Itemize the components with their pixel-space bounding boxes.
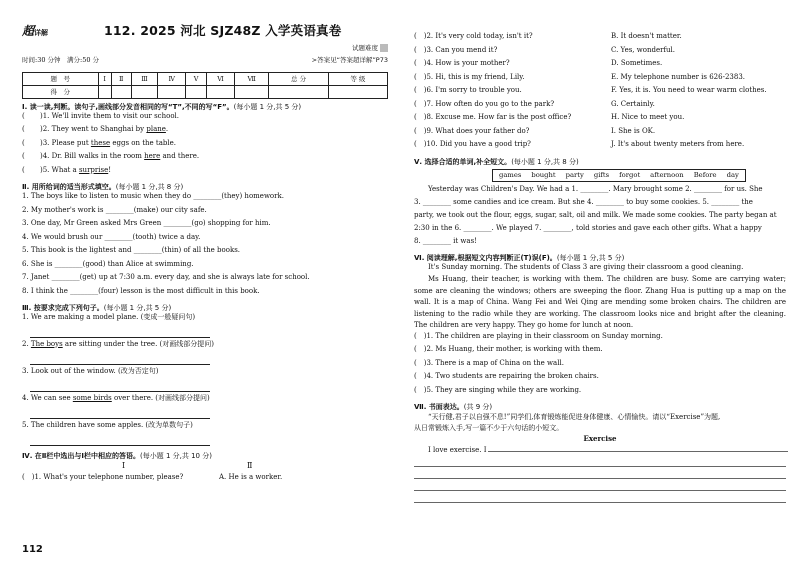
answer-line[interactable] — [30, 434, 210, 446]
item-text: What a — [51, 165, 79, 174]
answer-line[interactable] — [30, 326, 210, 338]
word-option: bought — [531, 171, 556, 180]
word-option: party — [565, 171, 584, 180]
underlined-word: some birds — [72, 393, 112, 402]
fill-item: 8. I think the ________(four) lesson is the most difficult in this book. — [22, 286, 260, 295]
answer-option: F. Yes, it is. You need to wear warm clothes. — [611, 86, 767, 94]
item-text: 4. — [22, 393, 31, 402]
question: ( )10. Did you have a good trip? — [414, 140, 531, 148]
answer-line[interactable] — [30, 380, 210, 392]
section-6-items — [414, 332, 786, 400]
item-text: ! — [108, 165, 112, 174]
match-row — [414, 32, 786, 46]
match-row: ( )1. What's your telephone number, please? A. He is a worker. — [22, 472, 283, 481]
word-bank — [492, 169, 746, 181]
underlined-word: surprise — [78, 165, 109, 174]
item-text: Dr. Bill walks in the room — [51, 152, 145, 161]
item-text: . — [165, 125, 169, 134]
score-cell: Ⅵ — [207, 73, 235, 86]
writing-line[interactable] — [414, 491, 786, 503]
section-5-passage — [414, 185, 786, 250]
underlined-word: plane — [146, 125, 166, 134]
match-row — [414, 100, 786, 114]
question: ( )9. What does your father do? — [414, 126, 530, 135]
rewrite-text — [22, 340, 388, 354]
time-score: 时间:30 分钟 满分:50 分 — [22, 56, 100, 64]
item-text: They went to Shanghai by — [51, 125, 147, 134]
answer-line[interactable] — [30, 353, 210, 365]
score-cell[interactable] — [234, 86, 269, 99]
section-4-title: Ⅳ. 在Ⅱ栏中选出与Ⅰ栏中相应的答语。(每小题 1 分,共 10 分) — [22, 451, 212, 460]
answer-option: I. She is OK. — [611, 126, 656, 135]
judge-item — [22, 139, 388, 153]
item-text: )3. — [40, 138, 52, 147]
tf-item: ( )5. They are singing while they are working. — [414, 385, 582, 394]
match-row — [414, 113, 786, 127]
fill-item: 6. She is ________(good) than Alice at swimming. — [22, 259, 194, 268]
score-cell: Ⅴ — [186, 73, 207, 86]
score-cell: Ⅰ — [98, 73, 111, 86]
score-cell: Ⅶ — [234, 73, 269, 86]
fill-item: 7. Janet ________(get) up at 7:30 a.m. every day, and she is always late for school. — [22, 273, 310, 281]
match-row — [414, 73, 786, 87]
score-cell[interactable] — [207, 86, 235, 99]
judge-item — [22, 152, 388, 166]
word-option: Before — [693, 171, 717, 180]
answer-option: B. It doesn't matter. — [611, 32, 682, 40]
item-text: 1. — [22, 312, 31, 321]
match-row — [414, 59, 786, 73]
section-6-title: Ⅵ. 阅读理解,根据短文内容判断正(T)误(F)。(每小题 1 分,共 5 分) — [414, 253, 625, 262]
question: ( )5. Hi, this is my friend, Lily. — [414, 72, 525, 81]
rewrite-item — [22, 394, 388, 421]
passage-line: 8. ________ it was! — [414, 236, 477, 245]
tf-item: ( )4. Two students are repairing the broken chairs. — [414, 372, 599, 381]
passage-line: party, we took out the flour, eggs, sugar, salt, oil and milk. We made some cookies. The party began at — [414, 210, 777, 219]
item-text: We are making a model plane. (变成一般疑问句) — [30, 312, 196, 321]
essay-start: I love exercise. I — [414, 446, 786, 455]
answer-ref: >答案见“答案超详解”P73 — [311, 56, 388, 64]
rewrite-text — [22, 421, 388, 435]
score-table — [22, 72, 388, 99]
difficulty-icon — [380, 44, 388, 52]
match-row — [414, 86, 786, 100]
score-cell: 题 号 — [23, 73, 99, 86]
section-2-items — [22, 192, 388, 300]
tf-item: ( )1. The children are playing in their classroom on Sunday morning. — [414, 331, 663, 340]
answer-paren[interactable]: ( — [22, 138, 25, 147]
answer-paren[interactable]: ( — [22, 152, 25, 161]
score-cell[interactable] — [158, 86, 186, 99]
section-1-title: Ⅰ. 读一读,判断。读句子,画线部分发音相同的写“T”,不同的写“F”。(每小题 1 分,共 5 分) — [22, 103, 302, 111]
meta-row — [22, 56, 388, 70]
section-3-items — [22, 313, 388, 448]
tf-item: ( )2. Ms Huang, their mother, is working with them. — [414, 345, 603, 354]
score-cell: 总 分 — [269, 73, 328, 86]
question: ( )7. How often do you go to the park? — [414, 99, 555, 108]
score-cell: Ⅳ — [158, 73, 186, 86]
score-cell: 等 级 — [328, 73, 387, 86]
judge-item — [22, 166, 388, 180]
page-number: 112 — [22, 543, 43, 555]
tf-item: ( )3. There is a map of China on the wall. — [414, 358, 564, 367]
judge-item — [22, 112, 388, 126]
answer-option: G. Certainly. — [611, 99, 655, 108]
writing-prompt: “天行健,君子以自强不息!”同学们,体育锻炼能促进身体健康、心情愉快。请以“Exercise”为题, 从日常锻炼入手,写一篇不少于六句话的小短文。 — [414, 413, 721, 432]
match-row — [414, 46, 786, 60]
item-text: 3. — [22, 366, 31, 375]
question: ( )8. Excuse me. How far is the post office? — [414, 113, 572, 121]
answer-option: E. My telephone number is 626-2383. — [611, 72, 745, 81]
answer-paren[interactable]: ( — [22, 111, 25, 120]
essay-heading: Exercise — [583, 434, 617, 444]
item-text: Please put — [51, 138, 91, 147]
answer-option: D. Sometimes. — [611, 59, 663, 67]
section-4-columns: Ⅰ Ⅱ — [122, 460, 253, 470]
reading-para-2: Ms Huang, their teacher, is working with them. The children are busy. Some are carrying water; some are cleaning the windows; others are sweeping the floor. Zhang Hua is putting up a map on the wall. It is a map of China. Wang Fei and Wei Qing are mending some broken chairs. The children are listening to the radio while they are working. The classroom looks nice and bright after the cleaning. The children are very happy. They go home for lunch at noon. — [414, 275, 786, 330]
underlined-word: here — [144, 152, 161, 161]
score-cell[interactable] — [98, 86, 111, 99]
item-text: 2. — [22, 339, 31, 348]
item-text: )2. — [40, 125, 52, 134]
reading-para-1: It's Sunday morning. The students of Class 3 are giving their classroom a good cleaning. — [428, 263, 744, 272]
answer-option: H. Nice to meet you. — [611, 113, 685, 121]
rewrite-text — [22, 394, 388, 408]
judge-item — [22, 125, 388, 139]
answer-paren[interactable]: ( — [22, 125, 25, 134]
score-cell[interactable] — [328, 86, 387, 99]
fill-item: 4. We would brush our ________(tooth) twice a day. — [22, 232, 201, 241]
rewrite-text — [22, 367, 388, 381]
question: ( )2. It's very cold today, isn't it? — [414, 32, 533, 40]
item-text: We can see — [30, 393, 73, 402]
fill-item: 3. One day, Mr Green asked Mrs Green ________(go) shopping for him. — [22, 219, 271, 227]
word-option: games — [499, 171, 522, 180]
passage-line: Yesterday was Children's Day. We had a 1. ________. Mary brought some 2. ________ for us. She — [428, 184, 763, 193]
rewrite-text — [22, 313, 388, 327]
score-cell[interactable] — [269, 86, 328, 99]
passage-line: 3. ________ some candies and ice cream. But she 4. ________ to buy some cookies. 5. ________ the — [414, 197, 753, 206]
logo: 超详解 — [22, 24, 49, 38]
section-4-items — [414, 32, 786, 154]
word-option: gifts — [593, 171, 610, 180]
score-cell: 得 分 — [23, 86, 99, 99]
question: ( )3. Can you mend it? — [414, 45, 498, 54]
answer-option: C. Yes, wonderful. — [611, 45, 676, 54]
item-text: Look out of the window. (改为否定句) — [30, 366, 159, 375]
score-cell[interactable] — [186, 86, 207, 99]
word-option: forgot — [619, 171, 641, 180]
word-option: afternoon — [650, 171, 684, 180]
page-title: 112. 2025 河北 SJZ48Z 入学英语真卷 — [104, 23, 342, 38]
section-3-title: Ⅲ. 按要求完成下列句子。(每小题 1 分,共 5 分) — [22, 304, 172, 312]
score-cell: Ⅲ — [131, 73, 158, 86]
match-row — [414, 127, 786, 141]
item-text: 5. — [22, 420, 31, 429]
passage-line: 2:30 in the 6. ________. We played 7. ________, told stories and gave each other gifts. What a happy — [414, 223, 762, 232]
item-text: )4. — [40, 152, 52, 161]
item-text: eggs on the table. — [110, 138, 176, 147]
fill-item: 2. My mother's work is ________(make) our city safe. — [22, 205, 207, 214]
underlined-word: The boys — [30, 339, 63, 348]
item-text: are sitting under the tree. (对画线部分提问) — [62, 339, 214, 348]
rewrite-item — [22, 421, 388, 448]
question: ( )4. How is your mother? — [414, 59, 510, 67]
word-option: day — [726, 171, 739, 180]
item-text: )5. — [40, 165, 52, 174]
item-text: The children have some apples. (改为单数句子) — [30, 420, 193, 429]
writing-line[interactable] — [414, 455, 786, 467]
fill-item: 5. This book is the lightest and ________(thin) of all the books. — [22, 246, 241, 254]
section-2-title: Ⅱ. 用所给词的适当形式填空。(每小题 1 分,共 8 分) — [22, 183, 184, 192]
rewrite-item — [22, 313, 388, 340]
item-text: over there. (对画线部分提问) — [111, 393, 210, 402]
score-cell[interactable] — [131, 86, 158, 99]
section-1-items — [22, 112, 388, 180]
writing-line[interactable] — [414, 479, 786, 491]
rewrite-item — [22, 340, 388, 367]
score-cell: Ⅱ — [111, 73, 131, 86]
item-text: and there. — [160, 152, 200, 161]
header — [22, 20, 388, 52]
question: ( )6. I'm sorry to trouble you. — [414, 86, 522, 94]
writing-line[interactable] — [414, 467, 786, 479]
section-5-title: Ⅴ. 选择合适的单词,补全短文。(每小题 1 分,共 8 分) — [414, 157, 579, 166]
difficulty-label: 试题难度 — [352, 44, 388, 52]
section-7-title: Ⅶ. 书面表达。(共 9 分) — [414, 403, 493, 412]
answer-paren[interactable]: ( — [22, 165, 25, 174]
item-text: )1. — [40, 111, 52, 120]
fill-item: 1. The boys like to listen to music when they do ________(they) homework. — [22, 192, 284, 200]
score-cell[interactable] — [111, 86, 131, 99]
item-text: We'll invite them to visit our school. — [51, 111, 180, 120]
underlined-word: these — [90, 138, 111, 147]
rewrite-item — [22, 367, 388, 394]
answer-option: J. It's about twenty meters from here. — [611, 140, 745, 148]
match-row — [414, 140, 786, 154]
answer-line[interactable] — [30, 407, 210, 419]
right-page — [400, 0, 800, 566]
